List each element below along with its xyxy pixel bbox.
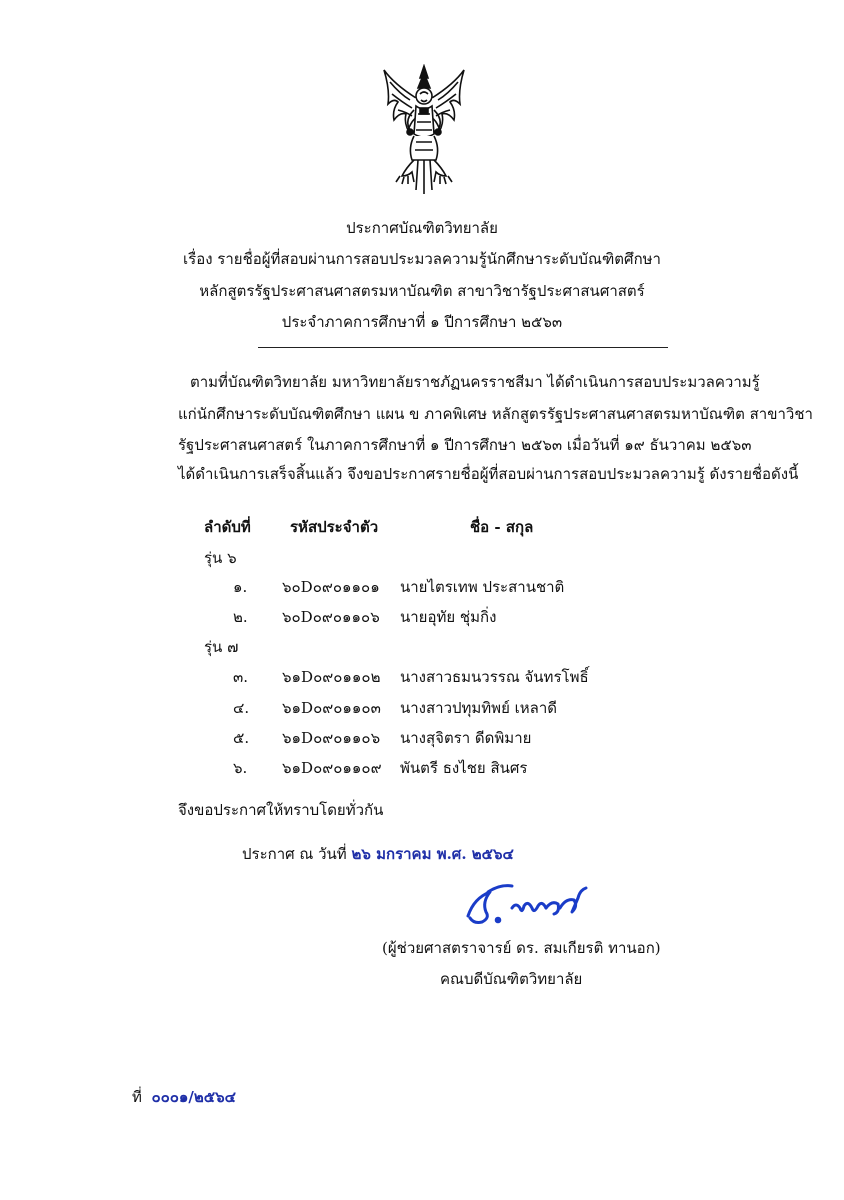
body-line-2: แก่นักศึกษาระดับบัณฑิตศึกษา แผน ข ภาคพิเศษ หลักสูตรรัฐประศาสนศาสตรมหาบัณฑิต สาขาวิชา (178, 405, 813, 423)
row-name: นางสาวปทุมทิพย์ เหลาดี (400, 699, 558, 717)
row-no: ๖. (233, 759, 248, 777)
row-id: ๖๐D๐๙๐๑๑๐๑ (282, 578, 380, 596)
group-label: รุ่น ๖ (204, 549, 237, 567)
row-no: ๕. (233, 729, 250, 747)
row-name: นางสาวธมนวรรณ จันทรโพธิ์ (400, 668, 589, 686)
row-name: นายอุทัย ชุ่มกิ่ง (400, 608, 497, 626)
header-divider (258, 347, 668, 348)
header-id: รหัสประจำตัว (290, 518, 379, 536)
signatory-name: (ผู้ช่วยศาสตราจารย์ ดร. สมเกียรติ ทานอก) (382, 939, 661, 957)
program-line: หลักสูตรรัฐประศาสนศาสตรมหาบัณฑิต สาขาวิชารัฐประศาสนศาสตร์ (199, 282, 645, 300)
announce-line (242, 844, 514, 864)
row-name: นางสุจิตรา ดีดพิมาย (400, 729, 532, 747)
header-name: ชื่อ - สกุล (470, 518, 534, 536)
announce-date-stamp: ๒๖ มกราคม พ.ศ. ๒๕๖๔ (351, 845, 514, 863)
row-id: ๖๑D๐๙๐๑๑๐๙ (282, 759, 382, 777)
row-name: พันตรี ธงไชย สินศร (400, 759, 528, 777)
body-line-3: รัฐประศาสนศาสตร์ ในภาคการศึกษาที่ ๑ ปีการศึกษา ๒๕๖๓ เมื่อวันที่ ๑๙ ธันวาคม ๒๕๖๓ (178, 436, 752, 454)
row-id: ๖๐D๐๙๐๑๑๐๖ (282, 608, 380, 626)
body-line-4: ได้ดำเนินการเสร็จสิ้นแล้ว จึงขอประกาศรายชื่อผู้ที่สอบผ่านการสอบประมวลความรู้ ดังรายชื่อดังนี้ (178, 465, 799, 483)
row-no: ๒. (233, 608, 248, 626)
row-id: ๖๑D๐๙๐๑๑๐๓ (282, 699, 381, 717)
row-id: ๖๑D๐๙๐๑๑๐๖ (282, 729, 381, 747)
reference-prefix: ที่ (132, 1088, 142, 1106)
body-line-1: ตามที่บัณฑิตวิทยาลัย มหาวิทยาลัยราชภัฏนครราชสีมา ได้ดำเนินการสอบประมวลความรู้ (190, 373, 760, 391)
row-no: ๔. (233, 699, 250, 717)
reference-number: ๐๐๐๑/๒๕๖๔ (151, 1088, 237, 1106)
closing-text: จึงขอประกาศให้ทราบโดยทั่วกัน (178, 801, 384, 819)
announce-prefix: ประกาศ ณ วันที่ (242, 845, 347, 863)
group-label: รุ่น ๗ (204, 638, 239, 656)
handwritten-signature (460, 878, 600, 934)
row-no: ๓. (233, 668, 249, 686)
row-name: นายไตรเทพ ประสานชาติ (400, 578, 565, 596)
garuda-emblem (380, 64, 468, 196)
row-id: ๖๑D๐๙๐๑๑๐๒ (282, 668, 381, 686)
subject-line: เรื่อง รายชื่อผู้ที่สอบผ่านการสอบประมวลความรู้นักศึกษาระดับบัณฑิตศึกษา (183, 250, 661, 268)
signatory-position: คณบดีบัณฑิตวิทยาลัย (440, 970, 583, 988)
reference-line (132, 1087, 236, 1107)
announcement-title: ประกาศบัณฑิตวิทยาลัย (346, 219, 498, 237)
semester-line: ประจำภาคการศึกษาที่ ๑ ปีการศึกษา ๒๕๖๓ (281, 313, 563, 331)
row-no: ๑. (233, 578, 248, 596)
header-no: ลำดับที่ (204, 518, 251, 536)
